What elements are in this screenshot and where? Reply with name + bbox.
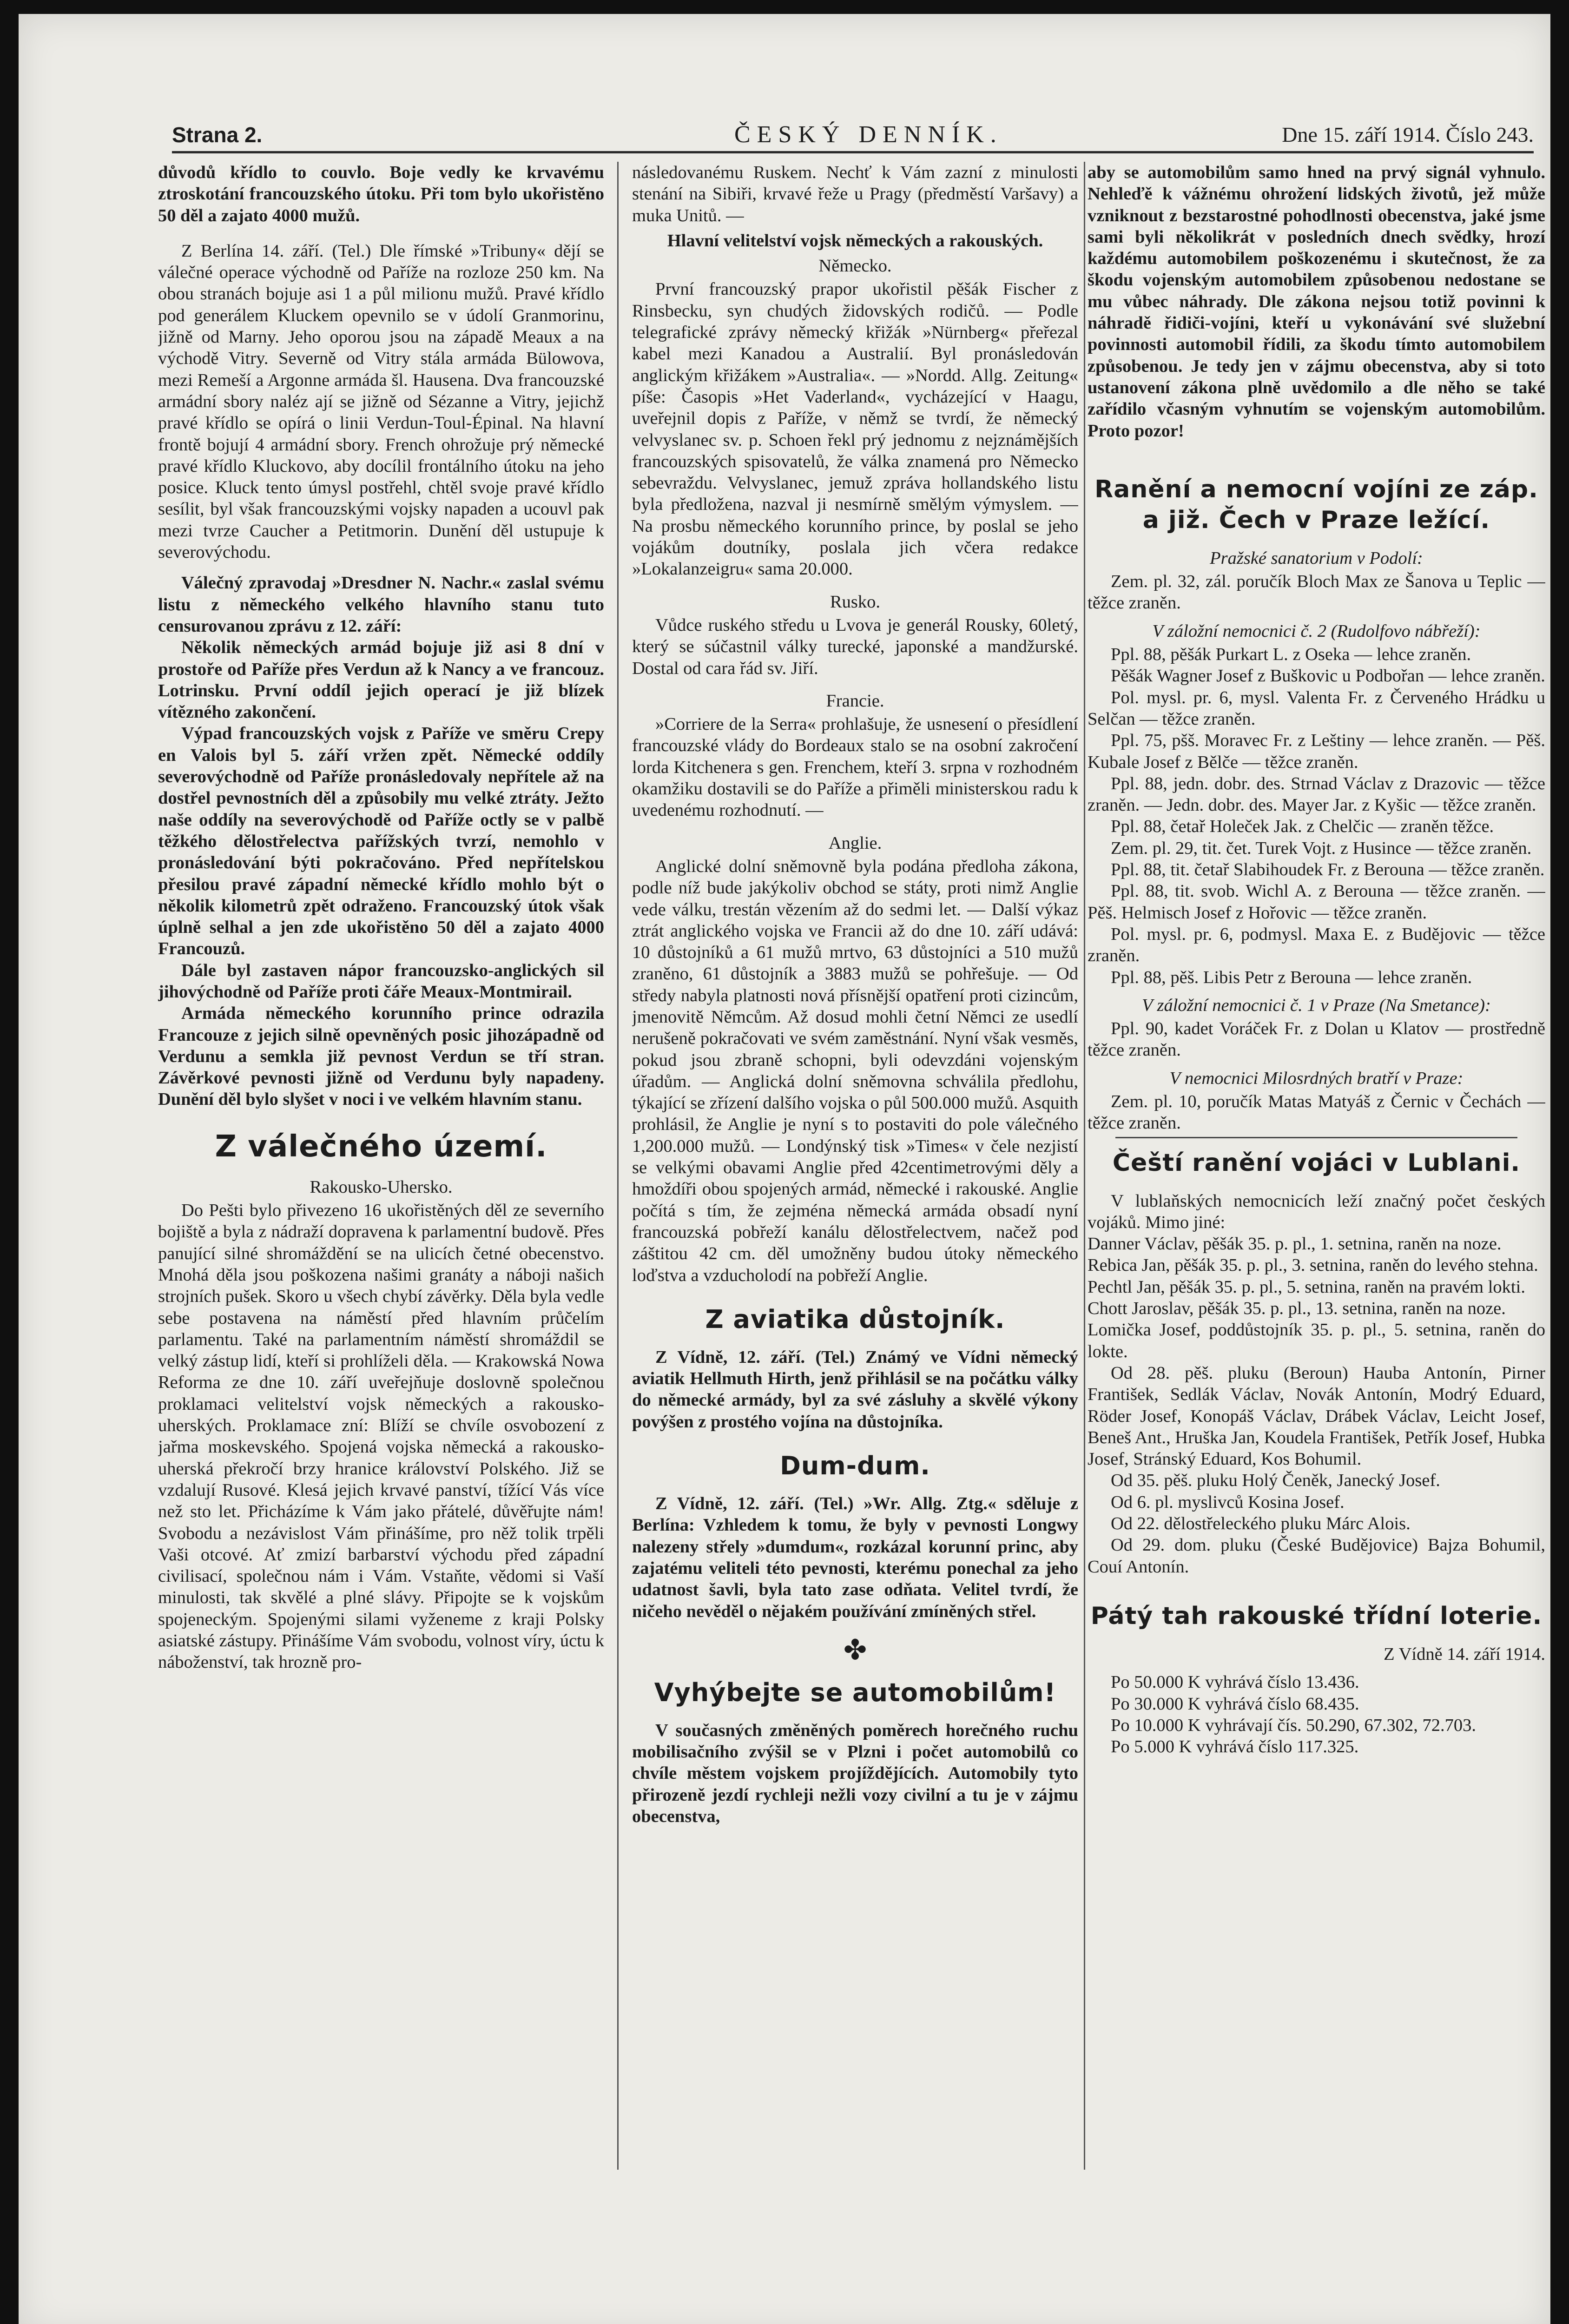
list-item-text: Danner Václav, pěšák 35. p. pl., 1. setnina, raněn na noze.: [1088, 1234, 1502, 1254]
article-paragraph: důvodů křídlo to couvlo. Boje vedly ke krvavému ztroskotání francouzského útoku. Při tom bylo ukořistěno 50 děl a zajato 4000 mužů.: [158, 163, 604, 225]
lottery-result: Po 30.000 K vyhrává číslo 68.435.: [1111, 1694, 1359, 1714]
article-paragraph: Anglické dolní sněmovně byla podána předloha zákona, podle níž bude jakýkoliv obchod se státy, proti nimž Anglie vede válku, trestán vězením až do sedmi let. — Další výkaz ztrát anglického vojska ve Francii až do dne 10. září udává: 10 důstojníků a 61 mužů mrtvo, 63 důstojníci a 510 mužů zraněno, 61 důstojník a 3883 mužů se pohřešuje. — Od středy nabyla platnosti nová přísnější opatření proti cizincům, jmenovitě Němcům. Až dosud mohli četní Němci ze usedlí nerušeně pokračovati ve svém zaměstnání. Nyní však vesměs, pokud jsou zbraně schopni, byli odevzdáni vojenským úřadům. — Anglická dolní sněmovna schválila předlohu, týkající se zřízení dalšího vojska o půl 500.000 mužů. Asquith prohlásil, že Anglie je nyní s to postaviti do pole válečného 1,200.000 mužů. — Londýnský tisk »Times« v čele nezjistí se velkými obavami Anglie před 42centimetrovými děly a hmoždíři obou spojených armád, německé i rakouské. Anglie počítá s tím, že zejména německá armáda obsadí nyní francouzská pobřeží kanálu dělostřelectvem, načež pod záštitou 42 cm. děl umožněny budou útoky německého loďstva a vzducholodí na pobřeží Anglie.: [632, 856, 1078, 1285]
section-heading: Z aviatika důstojník.: [705, 1304, 1005, 1334]
casualty-entry: Ppl. 90, kadet Voráček Fr. z Dolan u Klatov — prostředně těžce zraněn.: [1088, 1019, 1545, 1060]
casualty-entry: Ppl. 88, pěšák Purkart L. z Oseka — lehce zraněn.: [1111, 645, 1471, 665]
column-2: [632, 162, 1078, 2207]
list-item: Od 35. pěš. pluku Holý Čeněk, Janecký Josef.: [1111, 1471, 1440, 1491]
column-1: [158, 162, 604, 2207]
list-item: [1088, 1319, 1545, 1362]
list-item-text: Chott Jaroslav, pěšák 35. p. pl., 13. setnina, raněn na noze.: [1088, 1299, 1506, 1319]
casualty-entry: Ppl. 88, tit. svob. Wichl A. z Berouna — těžce zraněn. — Pěš. Helmisch Josef z Hořovic — těžce zraněn.: [1088, 881, 1545, 923]
list-item: [1088, 1276, 1545, 1298]
article-paragraph: Výpad francouzských vojsk z Paříže ve směru Crepy en Valois byl 5. září vržen zpět. Německé oddíly severovýchodně od Paříže pronásledovaly nepřítele až na dostřel pevnostních děl a způsobily mu velké ztráty. Ježto naše oddíly na severovýchodě od Paříže octly se v palbě těžkého dělostřelectva pařížských tvrzí, nemohlo v pronásledování býti pokračováno. Před nepřítelskou přesilou pravé západní německé křídlo mohlo být o několik kilometrů zpět odraženo. Francouzský útok však úplně selhal a jen zde ukořistěno 50 děl a zajato 4000 Francouzů.: [158, 724, 604, 959]
casualty-entry: Zem. pl. 29, tit. čet. Turek Vojt. z Husince — těžce zraněn.: [1111, 838, 1532, 858]
casualty-entry: Pol. mysl. pr. 6, mysl. Valenta Fr. z Červeného Hrádku u Selčan — těžce zraněn.: [1088, 687, 1545, 729]
casualty-entry: Zem. pl. 10, poručík Matas Matyáš z Černic v Čechách — těžce zraněn.: [1088, 1091, 1545, 1133]
list-item-text: Pechtl Jan, pěšák 35. p. pl., 5. setnina, raněn na pravém lokti.: [1088, 1277, 1525, 1297]
article-paragraph: Několik německých armád bojuje již asi 8 dní v prostoře od Paříže přes Verdun až k Nancy a ve francouz. Lotrinsku. První oddíl jejich operací je již blízek vítězného zakončení.: [158, 638, 604, 722]
article-paragraph: aby se automobilům samo hned na prvý signál vyhnulo. Nehleďě k vážnému ohrožení lidských životů, jež může vzniknout z bezstarostné pohodlnosti obecenstva, jaké jsme sami byli několikrát v posledních dnech svědky, hrozí každému automobilem poškozenému i skutečnost, že za škodu vojenským automobilem způsobenou nedostane se mu vůbec náhrady. Dle zákona nejsou totiž povinni k náhradě řidiči-vojíni, kteří u vykonávání své služební povinnosti automobil řídili, za škodu tímto automobilem způsobenou. Je tedy jen v zájmu obecenstva, aby si toto ustanovení zákona plně uvědomilo a dle něho se také zařídilo včasným vyhnutím se vojenským automobilům. Proto pozor!: [1088, 163, 1545, 441]
list-item-text: Rebica Jan, pěšák 35. p. pl., 3. setnina, raněn do levého stehna.: [1088, 1255, 1538, 1275]
article-paragraph: Z Vídně, 12. září. (Tel.) Známý ve Vídni německý aviatik Hellmuth Hirth, jenž přihlásil se na počátku války do německé armády, byl za své zásluhy a skvělé výkony povýšen z prostého vojína na důstojníka.: [632, 1347, 1078, 1432]
hospital-heading: Pražské sanatorium v Podolí:: [1210, 548, 1423, 568]
section-heading: Vyhýbejte se automobilům!: [654, 1677, 1056, 1707]
section-heading: Z válečného území.: [215, 1129, 547, 1164]
hospital-heading: V nemocnici Milosrdných bratří v Praze:: [1169, 1068, 1464, 1088]
article-paragraph: V lublaňských nemocnicích leží značný počet českých vojáků. Mimo jiné:: [1088, 1191, 1545, 1232]
casualty-entry: Pol. mysl. pr. 6, podmysl. Maxa E. z Budějovic — těžce zraněn.: [1088, 924, 1545, 966]
issue-date: Dne 15. září 1914. Číslo 243.: [1282, 123, 1534, 146]
article-paragraph: Dále byl zastaven nápor francouzsko-anglických sil jihovýchodně od Paříže proti čáře Meaux-Montmirail.: [158, 960, 604, 1002]
article-paragraph: Z Vídně, 12. září. (Tel.) »Wr. Allg. Ztg.« sděluje z Berlína: Vzhledem k tomu, že byly v pevnosti Longwy nalezeny střely »dumdum«, rozkázal korunní princ, aby zajatému veliteli této pevnosti, kterému ponechal za jeho udatnost šavli, byla tato zase odňata. Velitel tvrdí, že ničeho nevěděl o nějakém používání zmíněných střel.: [632, 1494, 1078, 1621]
list-item: [1088, 1233, 1545, 1254]
casualty-entry: Zem. pl. 32, zál. poručík Bloch Max ze Šanova u Teplic — těžce zraněn.: [1088, 572, 1545, 613]
article-paragraph: Vůdce ruského středu u Lvova je generál Rousky, 60letý, který se súčastnil války turecké, japonské a mandžurské. Dostal od cara řád sv. Jiří.: [632, 615, 1078, 678]
article-paragraph: »Corriere de la Serra« prohlašuje, že usnesení o přesídlení francouzské vlády do Bordeaux stalo se na osobní zakročení lorda Kitchenera s gen. Frenchem, kteří 3. srpna v rozhodném okamžiku dostavili se do Paříže a přiměli ministerskou radu k uvedenému rozhodnutí. —: [632, 714, 1078, 820]
article-paragraph: První francouzský prapor ukořistil pěšák Fischer z Rinsbecku, syn chudých židovských rodičů. — Podle telegrafické zprávy německý křižák »Nürnberg« přeřezal kabel mezi Kanadou a Australií. Byl pronásledován anglickým křižákem »Australia«. — »Nordd. Allg. Zeitung« píše: Časopis »Het Vaderland«, vycházející v Haagu, uveřejnil dopis z Paříže, v němž se tvrdí, že německý velvyslanec sv. p. Schoen řekl prý jednomu z nejznámějších francouzských spisovatelů, že válka znamená pro Německo sebevraždu. Velvyslanec, jemuž zpráva hollandského listu byla předložena, nazval ji nesmírně smělým výmyslem. — Na prosbu německého korunního prince, by poslal se jeho vojákům doutníky, poslala jich včera redakce »Lokalanzeigru« sama 20.000.: [632, 279, 1078, 579]
dateline: Z Vídně 14. září 1914.: [1384, 1644, 1545, 1664]
casualty-entry: Ppl. 88, četař Holeček Jak. z Chelčic — zraněn těžce.: [1111, 817, 1494, 837]
casualty-entry: Ppl. 88, pěš. Libis Petr z Berouna — lehce zraněn.: [1111, 967, 1472, 987]
page-number: Strana 2.: [172, 123, 263, 147]
casualty-entry: Ppl. 75, pšš. Moravec Fr. z Leštiny — lehce zraněn. — Pěš. Kubale Josef z Bělče — těžce zraněn.: [1088, 731, 1545, 772]
signature-line: Hlavní velitelství vojsk německých a rakouských.: [667, 231, 1043, 251]
section-heading: Dum-dum.: [780, 1451, 930, 1481]
hospital-heading: V záložní nemocnici č. 2 (Rudolfovo nábřeží):: [1152, 621, 1481, 641]
article-paragraph: Do Pešti bylo přivezeno 16 ukořistěných děl ze severního bojiště a byla z nádraží dopravena k parlamentní budově. Přes panující silné shromáždění se na ulicích četné obecenstvo. Mnohá děla jsou poškozena našimi granáty a náboji našich strojních pušek. Skoro u všech chybí závěrky. Děla byla vedle sebe postavena na náměstí před hlavním průčelím parlamentu. Také na parlamentním náměstí shromáždil se velký zástup lidí, kteří si prohlíželi děla. — Krakowská Nowa Reforma ze dne 10. září uveřejňuje doslovně společnou proklamaci velitelství vojsk německých a rakousko-uherských. Proklamace zní: Blíží se chvíle osvobození z jařma moskevského. Spojená vojska německá a rakousko-uherská překročí brzy hranice království Polského. Již se vzdalují Rusové. Klesá jejich krvavé panství, tížící Vás více než sto let. Přicházíme k Vám jako přátelé, důvěřujte nám! Svobodu a nezávislost Vám přinášíme, pro něž tolik trpěli Vaši otcové. Ať zmizí barbarství východu před západní civilisací, společnou nám i Vám. Vstaňte, vědomi si Vaší minulosti, tak skvělé a plné slávy. Připojte se k vojskům spojeneckým. Spojenými silami vyženeme z kraji Polsky asiatské zástupy. Přinášíme Vám svobodu, volnost víry, úctu k náboženství, tak hrozně pro-: [158, 1201, 604, 1672]
article-paragraph: následovanému Ruskem. Nechť k Vám zazní z minulosti stenání na Sibiři, krvavé řeže u Pragy (předměstí Varšavy) a muka Unitů. —: [632, 163, 1078, 225]
page-header: [172, 112, 1534, 153]
lottery-result: Po 10.000 K vyhrávají čís. 50.290, 67.302, 72.703.: [1111, 1715, 1476, 1735]
list-item: Od 29. dom. pluku (České Budějovice) Bajza Bohumil, Couí Antonín.: [1088, 1535, 1545, 1577]
ornament-icon: ✤: [843, 1634, 867, 1665]
list-item: [1088, 1254, 1545, 1276]
column-3: [1088, 162, 1545, 2207]
masthead-title: ČESKÝ DENNÍK.: [734, 121, 1003, 148]
casualty-entry: Ppl. 88, jedn. dobr. des. Strnad Václav z Drazovic — těžce zraněn. — Jedn. dobr. des. Mayer Jar. z Kyšic — těžce zraněn.: [1088, 773, 1545, 815]
divider: [1115, 1137, 1517, 1138]
lottery-result: Po 5.000 K vyhrává číslo 117.325.: [1111, 1737, 1359, 1757]
subsection-heading: Německo.: [818, 256, 892, 276]
subsection-heading: Rakousko-Uhersko.: [310, 1177, 453, 1197]
column-divider: [617, 162, 619, 2170]
list-item: Od 6. pl. myslivců Kosina Josef.: [1111, 1492, 1345, 1512]
newspaper-page: [19, 14, 1550, 2324]
article-paragraph: V současných změněných poměrech horečného ruchu mobilisačního zvýšil se v Plzni i počet automobilů co chvíle městem vojskem projíždějících. Automobily tyto přirozeně jezdí rychleji nežli vozy civilní a tu je v zájmu obecenstva,: [632, 1720, 1078, 1826]
list-item: Od 22. dělostřeleckého pluku Márc Alois.: [1111, 1514, 1411, 1534]
lottery-result: Po 50.000 K vyhrává číslo 13.436.: [1111, 1672, 1359, 1692]
section-heading: Ranění a nemocní vojíni ze záp. a již. Čech v Praze ležící.: [1094, 475, 1538, 534]
casualty-entry: Ppl. 88, tit. četař Slabihoudek Fr. z Berouna — těžce zraněn.: [1111, 860, 1545, 880]
subsection-heading: Anglie.: [828, 833, 882, 853]
article-paragraph: Válečný zpravodaj »Dresdner N. Nachr.« zaslal svému listu z německého velkého hlavního stanu tuto censurovanou zprávu z 12. září:: [158, 573, 604, 636]
section-heading: Pátý tah rakouské třídní loterie.: [1090, 1602, 1543, 1630]
article-paragraph: Armáda německého korunního prince odrazila Francouze z jejich silně opevněných posic jihozápadně od Verdunu a semkla již pevnost Verdun se tří stran. Závěrkové pevnosti jižně od Verdunu byly napadeny. Dunění děl bylo slyšet v noci i ve velkém hlavním stanu.: [158, 1004, 604, 1109]
hospital-heading: V záložní nemocnici č. 1 v Praze (Na Smetance):: [1142, 995, 1491, 1015]
casualty-entry: Pěšák Wagner Josef z Buškovic u Podbořan — lehce zraněn.: [1111, 666, 1545, 686]
list-item: Od 28. pěš. pluku (Beroun) Hauba Antonín, Pirner František, Sedlák Václav, Novák Antonín, Modrý Eduard, Röder Josef, Konopáš Václav, Drábek Václav, Leicht Josef, Beneš Ant., Hruška Jan, Koudela František, Petřík Josef, Hubka Josef, Stránský Eduard, Kos Bohumil.: [1088, 1363, 1545, 1469]
list-item-text: Lomička Josef, poddůstojník 35. p. pl., 5. setnina, raněn do lokte.: [1088, 1320, 1545, 1361]
section-heading: Čeští ranění vojáci v Lublani.: [1112, 1149, 1521, 1177]
subsection-heading: Francie.: [826, 691, 884, 711]
article-paragraph: Z Berlína 14. září. (Tel.) Dle římské »Tribuny« dějí se válečné operace východně od Paříže na rozloze 250 km. Na obou stranách bojuje asi 1 a půl milionu mužů. Pravé křídlo pod generálem Kluckem opevnilo se v údolí Granmorinu, jižně od Marny. Jeho oporou jsou na západě Meaux a na východě Vitry. Severně od Vitry stála armáda Bülowova, mezi Remeší a Argonne armáda šl. Hausena. Dva francouzské armádní sbory naléz ají se jižně od Sézanne a Vitry, jejichž pravé křídlo se opírá o linii Verdun-Toul-Épinal. Na hlavní frontě bojují 4 armádní sbory. French ohrožuje prý německé pravé křídlo Kluckovo, aby docílil frontálního útoku na jeho posice. Kluck tento úmysl postřehl, chtěl svoje pravé křídlo sesílit, byl však francouzskými vojsky napaden a ucouvl pak mezi tvrze Caucher a Petitmorin. Dunění děl ustupuje k severovýchodu.: [158, 241, 604, 562]
list-item: [1088, 1298, 1545, 1319]
column-divider: [1084, 162, 1085, 2170]
subsection-heading: Rusko.: [830, 592, 881, 612]
